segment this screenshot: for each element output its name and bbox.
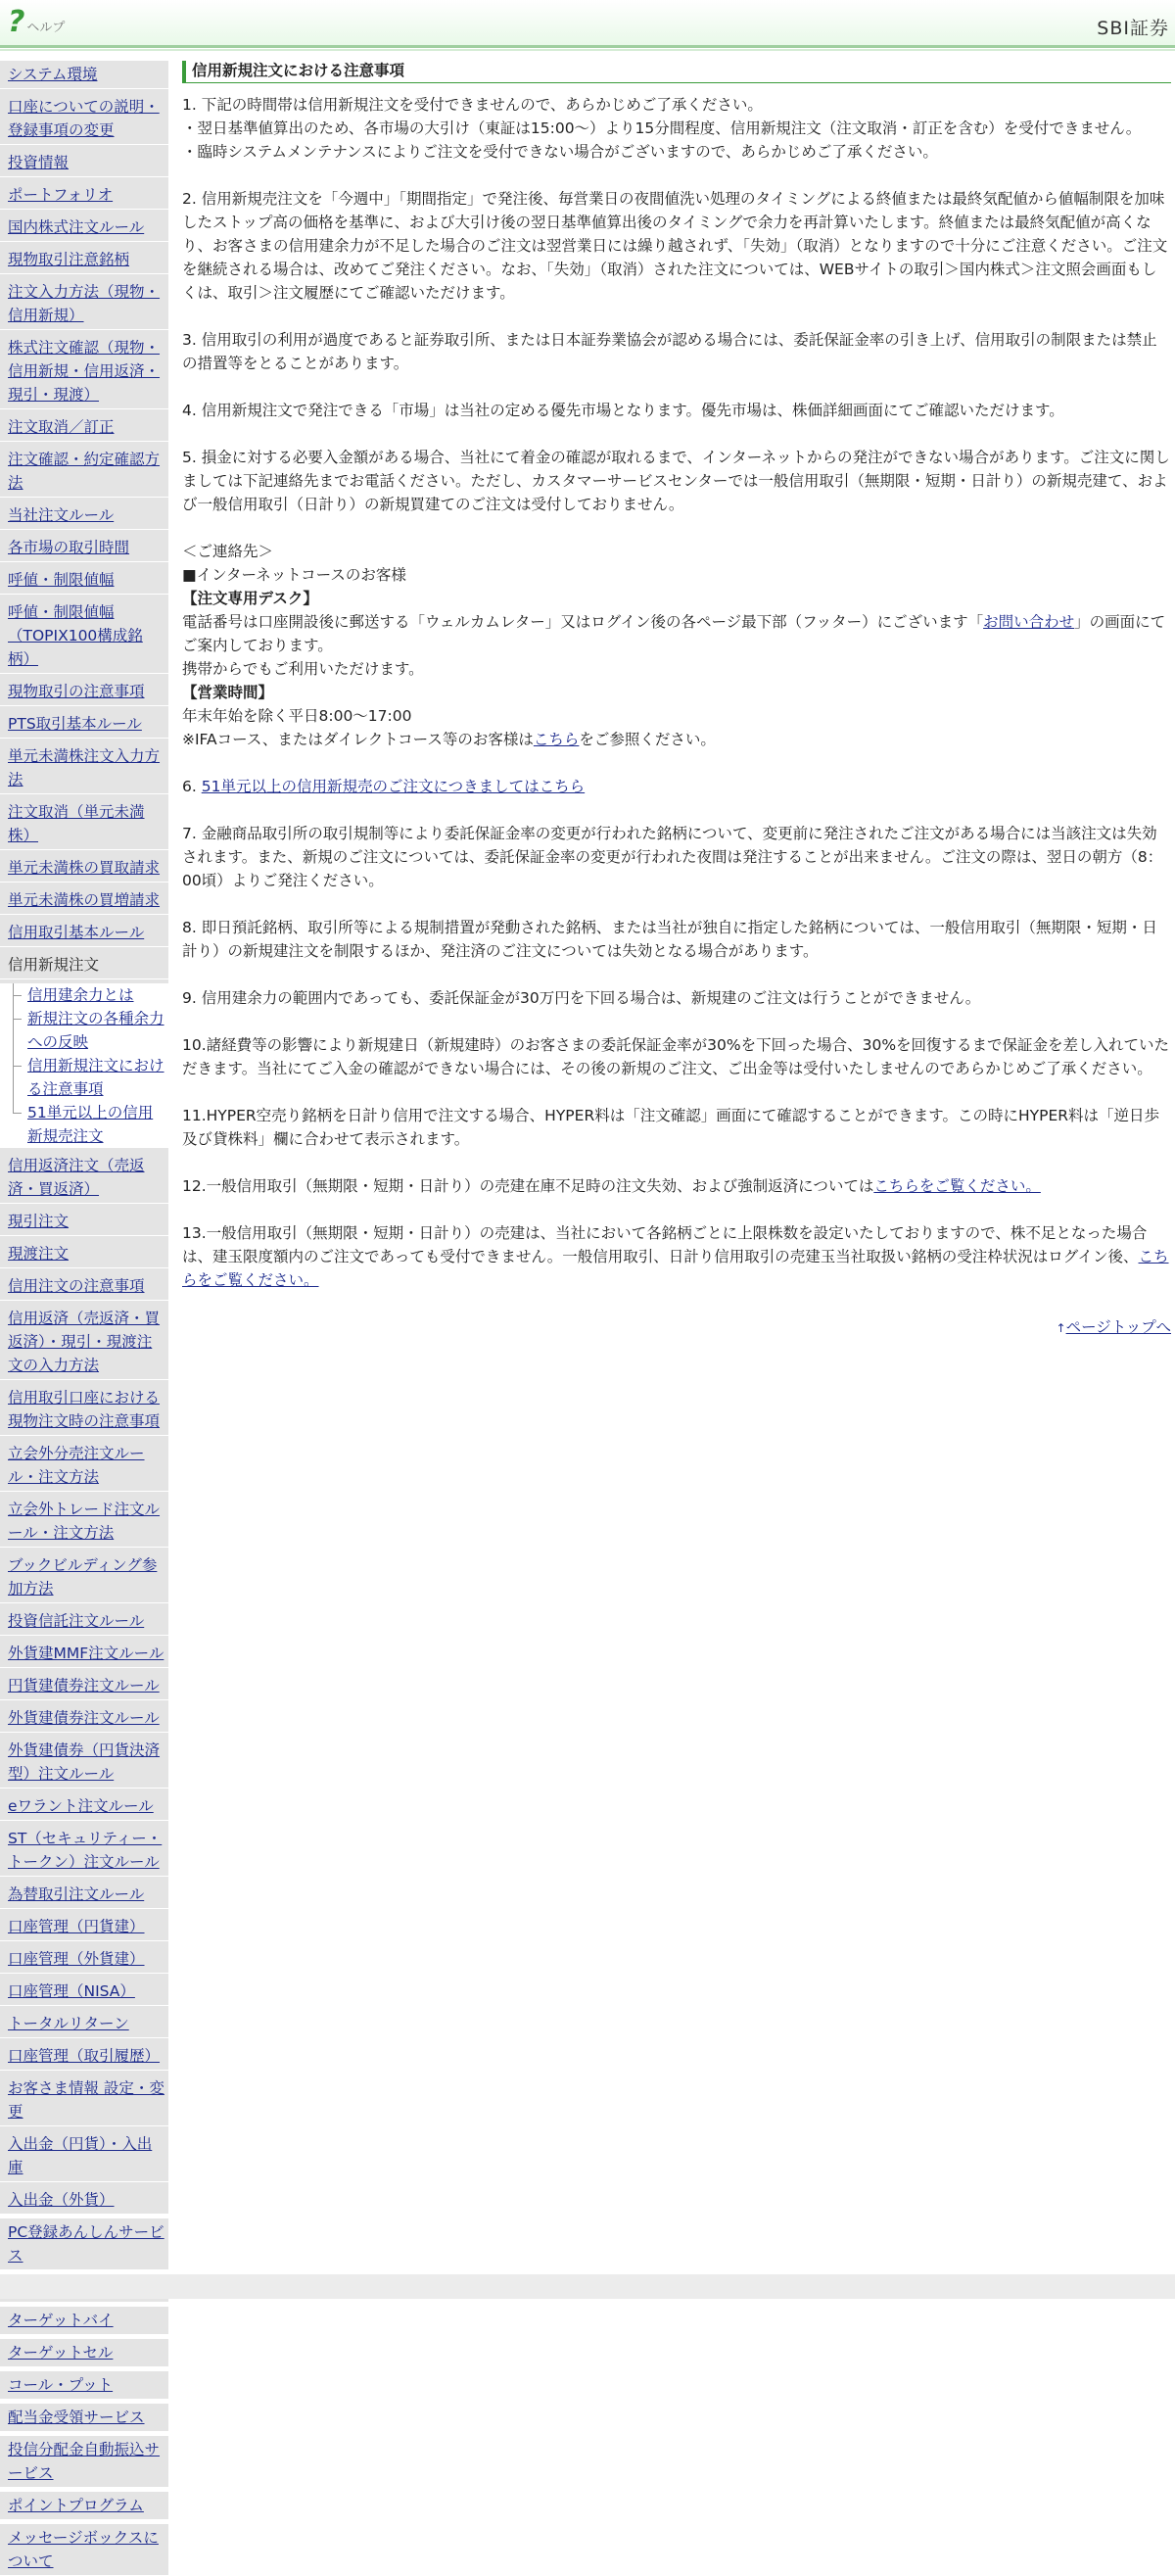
sidebar-item [0,742,168,794]
sidebar-link[interactable]: ターゲットバイ [8,2312,114,2329]
sidebar-link[interactable]: 入出金（円貨）・入出庫 [8,2135,153,2176]
sidebar-link[interactable]: 国内株式注文ルール [8,218,145,236]
header-bar [0,0,1175,45]
contact-hours-title: 【営業時間】 [182,684,274,701]
sidebar-link[interactable]: 注文確認・約定確認方法 [8,451,161,492]
tree-branch-icon [8,1007,27,1054]
contact-desk: 【注文専用デスク】 [182,590,318,607]
sidebar-subitem [8,1101,164,1148]
sidebar-item [0,1672,168,1700]
sidebar-link[interactable]: 立会外トレード注文ルール・注文方法 [8,1501,161,1542]
notice-9: 9. 信用建余力の範囲内であっても、委託保証金が30万円を下回る場合は、新規建のご注文は行うことができません。 [182,989,981,1007]
tree-branch-icon [8,983,27,1007]
page-title: 信用新規注文における注意事項 [182,61,1171,83]
sidebar-link[interactable]: 口座についての説明・登録事項の変更 [8,98,160,139]
sidebar-link[interactable]: トータルリターン [8,2015,129,2032]
notice-5: 5. 損金に対する必要入金額がある場合、当社にて着金の確認が取れるまで、インターネットからの発注ができない場合があります。ご注文に関しましては下記連絡先までお電話ください。ただし、カスタマーサービスセンターでは一般信用取引（無期限・短期・日計り）の新規売建て、および一般信用取引（日計り）の新規買建てのご注文は受付しておりません。 [182,449,1170,513]
sidebar-item [0,1496,168,1548]
sidebar-subitem [8,1054,164,1101]
sidebar-item [0,886,168,915]
sidebar-link[interactable]: 各市場の取引時間 [8,539,130,556]
sidebar-item [0,1945,168,1974]
sidebar-sublink[interactable]: 新規注文の各種余力への反映 [27,1010,164,1051]
contact-hours: 年末年始を除く平日8:00～17:00 [182,707,412,725]
sidebar-link[interactable]: メッセージボックスについて [8,2529,159,2570]
contact-info [182,540,1171,751]
notice-1-line: ・臨時システムメンテナンスによりご注文を受付できない場合がございますので、あらかじめご了承ください。 [182,143,938,161]
sidebar-item [0,149,168,177]
sidebar-item [0,246,168,274]
sidebar-item [0,2492,168,2520]
sidebar-item [0,1792,168,1821]
sidebar-item [0,919,168,947]
sidebar-item [0,61,168,89]
sidebar-link[interactable]: システム環境 [8,66,98,83]
notice-1-line: 1. 下記の時間帯は信用新規注文を受付できませんので、あらかじめご了承ください。 [182,96,763,114]
sidebar-link[interactable]: 信用返済（売返済・買返済）・現引・現渡注文の入力方法 [8,1310,161,1374]
sidebar-link[interactable]: コール・プット [8,2376,114,2394]
sidebar-item [0,2404,168,2432]
sidebar-item-current: 信用新規注文 [0,951,168,979]
main-content [182,61,1171,1340]
sidebar-link[interactable]: 現渡注文 [8,1245,70,1263]
sidebar-link[interactable]: 外貨建債券注文ルール [8,1709,160,1727]
tree-branch-icon [8,1101,27,1148]
notice-10: 10.諸経費等の影響により新規建日（新規建時）のお客さまの委託保証金率が30%を下回った場合、30%を回復するまで保証金を差し入れていただきます。当社にてご入金の確認ができない場合には、その後の新規のご注文、ご出金等は受付いたしませんのであらかじめご了承ください。 [182,1036,1170,1077]
brand-logo: SBI証券 [1097,18,1169,39]
sidebar-item [0,214,168,242]
sidebar-item [0,534,168,562]
sidebar-item [0,278,168,330]
sidebar-item [0,2371,168,2400]
contact-ifa-pre: ※IFAコース、またはダイレクトコース等のお客様は [182,731,534,748]
sidebar-link[interactable]: 信用取引口座における現物注文時の注意事項 [8,1389,161,1430]
sidebar-item [0,598,168,674]
contact-mobile: 携帯からでもご利用いただけます。 [182,660,424,678]
sidebar-item [0,1240,168,1268]
sidebar-link[interactable]: 投信分配金自動振込サービス [8,2441,161,2482]
sidebar-link[interactable]: 投資情報 [8,154,70,171]
sidebar-item [0,1305,168,1380]
sidebar-link[interactable]: ポートフォリオ [8,186,114,204]
sidebar-item [0,501,168,530]
sidebar-item [0,678,168,706]
sidebar-item [0,1881,168,1909]
sidebar-item [0,1208,168,1236]
sidebar-item [0,2307,168,2335]
notice-6 [182,775,1171,798]
sidebar-link[interactable]: 呼値・制限値幅（TOPIX100構成銘柄） [8,603,143,668]
sidebar-item [0,1551,168,1603]
sidebar-item [0,798,168,850]
sidebar-link[interactable]: ターゲットセル [8,2344,114,2361]
sidebar-item [0,1152,168,1204]
inquiry-link[interactable]: お問い合わせ [983,613,1075,631]
contact-ifa-post: をご参照ください。 [579,731,716,748]
sidebar-link[interactable]: 円貨建債券注文ルール [8,1677,160,1694]
notice-13 [182,1221,1171,1292]
sidebar-nav [0,61,168,2570]
nav-list-before [0,61,168,947]
header-divider-light [0,49,1175,51]
sidebar-link[interactable]: PC登録あんしんサービス [8,2223,164,2265]
nav-sublist [0,983,168,1148]
contact-course: ■インターネットコースのお客様 [182,566,406,584]
contact-ifa [182,728,1171,751]
sidebar-item [0,710,168,739]
sidebar-item [0,2075,168,2126]
sidebar-subitem [8,1007,164,1054]
sidebar-link[interactable]: 信用返済注文（売返済・買返済） [8,1157,145,1198]
page-top-row [182,1315,1171,1340]
sidebar-link[interactable]: 株式注文確認（現物・信用新規・信用返済・現引・現渡） [8,339,161,404]
notice-12-text: 12.一般信用取引（無期限・短期・日計り）の売建在庫不足時の注文失効、および強制返済については [182,1177,874,1195]
sidebar-item [0,2339,168,2367]
notice-7: 7. 金融商品取引所の取引規制等により委託保証金率の変更が行われた銘柄について、変更前に発注されたご注文がある場合には当該注文は失効されます。また、新規のご注文については、委託保証金率の変更が行われた夜間は発注することが出来ません。ご注文の際は、翌日の朝方（8：00頃）よりご発注ください。 [182,825,1163,889]
sidebar-item [0,413,168,442]
notice-8: 8. 即日預託銘柄、取引所等による規制措置が発動された銘柄、または当社が独自に指定した銘柄については、一般信用取引（無期限・短期・日計り）の新規建注文を制限するほか、発注済のご注文については失効となる場合があります。 [182,919,1157,960]
sidebar-link[interactable]: 信用注文の注意事項 [8,1277,145,1295]
sidebar-item [0,1737,168,1789]
sidebar-item [0,854,168,883]
sidebar-link[interactable]: 口座管理（円貨建） [8,1918,145,1935]
sidebar-link[interactable]: 為替取引注文ルール [8,1885,145,1903]
sidebar-item [0,2130,168,2182]
sidebar-item [0,2186,168,2215]
sidebar-item [0,181,168,210]
tree-branch-icon [8,1054,27,1101]
sidebar-link[interactable]: 現物取引注意銘柄 [8,251,130,268]
order-quota-link[interactable]: こちらをご覧ください。 [182,1248,1169,1289]
sidebar-link[interactable]: eワラント注文ルール [8,1797,154,1815]
sidebar-link[interactable]: 当社注文ルール [8,506,115,524]
arrow-up-icon: ↑ [1056,1321,1066,1335]
notice-1 [182,93,1171,164]
sidebar-item [0,1384,168,1436]
notice-12 [182,1174,1171,1198]
notice-3: 3. 信用取引の利用が過度であると証券取引所、または日本証券業協会が認める場合には、委託保証金率の引き上げ、信用取引の制限または禁止の措置等をとることがあります。 [182,331,1157,372]
sidebar-item [0,1978,168,2006]
page-top-link[interactable]: ページトップへ [1065,1318,1171,1336]
sidebar-link[interactable]: 呼値・制限値幅 [8,571,115,589]
sidebar-link[interactable]: 単元未満株の買増請求 [8,891,161,909]
footer-bar [0,2274,1175,2299]
sidebar-item [0,566,168,595]
notice-6-number: 6. [182,778,202,795]
sidebar-link[interactable]: 配当金受領サービス [8,2409,145,2426]
sidebar-item [0,446,168,498]
ifa-link[interactable]: こちら [533,731,580,748]
sidebar-item [0,1825,168,1877]
sidebar-sublink[interactable]: 51単元以上の信用新規売注文 [27,1104,154,1145]
sidebar-item [0,2010,168,2038]
sidebar-item [0,1607,168,1636]
sidebar-item [0,1272,168,1301]
sidebar-item [0,93,168,145]
help-icon: ? [8,5,25,39]
sidebar-link[interactable]: 単元未満株の買取請求 [8,859,161,877]
sidebar-item [0,2436,168,2488]
contact-heading: ＜ご連絡先＞ [182,543,274,560]
sidebar-item [0,2042,168,2071]
header-divider [0,45,1175,48]
sidebar-link[interactable]: 信用取引基本ルール [8,924,145,941]
notice-11: 11.HYPER空売り銘柄を日計り信用で注文する場合、HYPER料は「注文確認」画面にて確認することができます。この時にHYPER料は「逆日歩及び貸株料」欄に合わせて表示されます。 [182,1107,1160,1148]
sidebar-link[interactable]: 投資信託注文ルール [8,1612,145,1630]
sidebar-link[interactable]: 外貨建債券（円貨決済型）注文ルール [8,1741,161,1783]
help-label: ヘルプ [26,21,66,35]
sidebar-item [0,2218,168,2270]
sidebar-link[interactable]: 口座管理（外貨建） [8,1950,145,1968]
sidebar-item [0,1640,168,1668]
stock-shortage-link[interactable]: こちらをご覧ください。 [873,1177,1041,1195]
sidebar-link[interactable]: 注文入力方法（現物・信用新規） [8,283,161,324]
notice-1-line: ・翌日基準値算出のため、各市場の大引け（東証は15:00～）より15分間程度、信用新規注文（注文取消・訂正を含む）を受付できません。 [182,119,1142,137]
sidebar-link[interactable]: ブックビルディング参加方法 [8,1556,158,1598]
notice-4: 4. 信用新規注文で発注できる「市場」は当社の定める優先市場となります。優先市場は、株価詳細画面にてご確認いただけます。 [182,402,1064,419]
sidebar-link[interactable]: 単元未満株注文入力方法 [8,747,161,788]
sidebar-link[interactable]: 口座管理（取引履歴） [8,2047,161,2065]
sidebar-sublink[interactable]: 信用新規注文における注意事項 [27,1057,164,1098]
sidebar-item [0,2524,168,2576]
sidebar-link[interactable]: ST（セキュリティー・トークン）注文ルール [8,1830,163,1871]
help-link[interactable] [8,5,66,39]
notice-2: 2. 信用新規売注文を「今週中」「期間指定」で発注後、毎営業日の夜間値洗い処理のタイミングによる終値または最終気配値から値幅制限を加味したストップ高の価格を基準に、および大引け後の翌日基準値算出後のタイミングで余力を再計算いたします。終値または最終気配値が高くなり、お客さまの信用建余力が不足した場合のご注文は翌営業日には繰り越されず、「失効」（取消）となりますので十分にご注意ください。ご注文を継続される場合は、改めてご発注ください。なお、「失効」（取消）された注文については、WEBサイトの取引＞国内株式＞注文照会画面もしくは、取引＞注文履歴にてご確認いただけます。 [182,190,1168,302]
sidebar-sublink[interactable]: 信用建余力とは [27,986,134,1004]
sidebar-link[interactable]: 現物取引の注意事項 [8,683,145,700]
sidebar-link[interactable]: 立会外分売注文ルール・注文方法 [8,1445,145,1486]
sidebar-item [0,334,168,409]
sidebar-link[interactable]: 口座管理（NISA） [8,1982,135,2000]
sidebar-link[interactable]: お客さま情報 設定・変更 [8,2079,164,2121]
sidebar-item [0,1704,168,1733]
sidebar-link[interactable]: 注文取消／訂正 [8,418,115,436]
contact-phone-post: 」の画面にてご案内しております。 [182,613,1166,654]
contact-phone [182,610,1171,657]
sidebar-link[interactable]: ポイントプログラム [8,2497,144,2514]
large-sell-order-link[interactable]: 51単元以上の信用新規売のご注文につきましてはこちら [201,778,586,795]
sidebar-link[interactable]: 現引注文 [8,1213,70,1230]
nav-list-after [0,1152,168,2576]
sidebar-link[interactable]: 外貨建MMF注文ルール [8,1645,164,1662]
notice-13-text: 13.一般信用取引（無期限・短期・日計り）の売建は、当社において各銘柄ごとに上限株数を設定いたしておりますので、株不足となった場合は、建玉限度額内のご注文であっても受付できません。一般信用取引、日計り信用取引の売建玉当社取扱い銘柄の受注枠状況はログイン後、 [182,1224,1148,1265]
sidebar-link[interactable]: 入出金（外貨） [8,2191,115,2209]
sidebar-item [0,1440,168,1492]
sidebar-item [0,1913,168,1941]
contact-phone-pre: 電話番号は口座開設後に郵送する「ウェルカムレター」又はログイン後の各ページ最下部（フッター）にございます「 [182,613,984,631]
sidebar-link[interactable]: PTS取引基本ルール [8,715,142,733]
sidebar-subitem [8,983,164,1007]
sidebar-link[interactable]: 注文取消（単元未満株） [8,803,145,844]
